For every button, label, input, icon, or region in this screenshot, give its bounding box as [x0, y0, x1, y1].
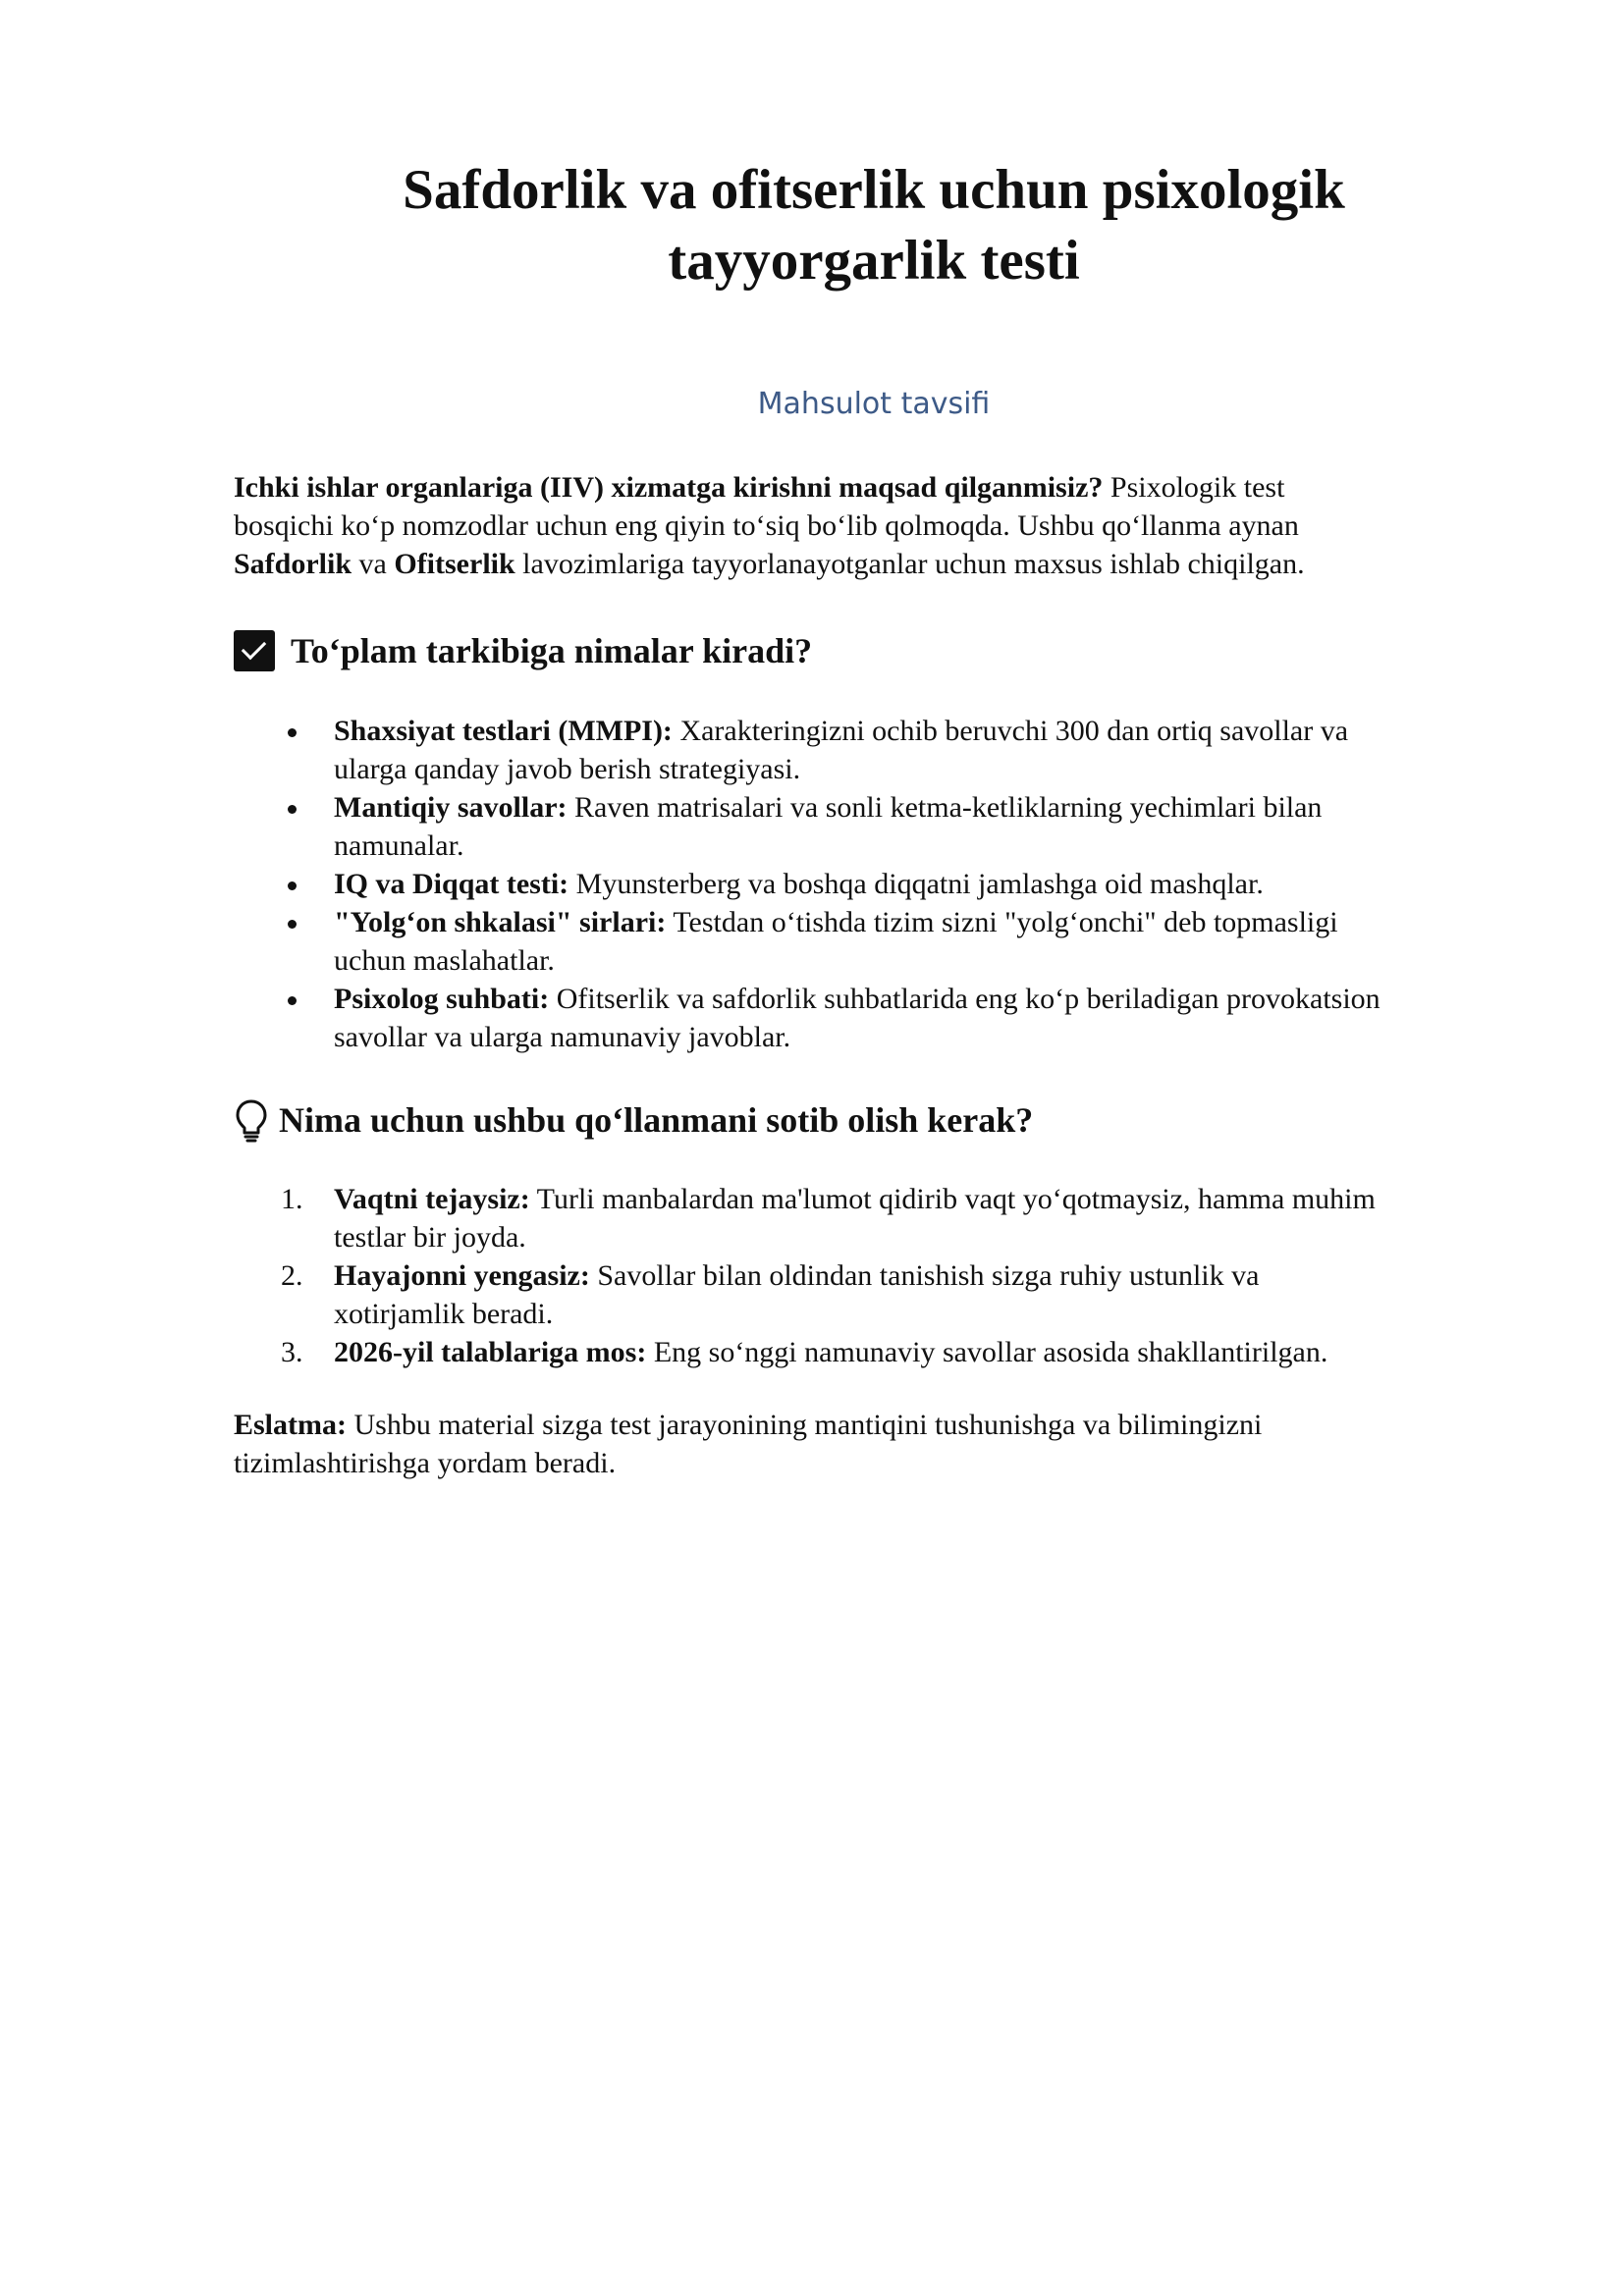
list-item-text: Turli manbalardan ma'lumot qidirib vaqt yoʻqotmaysiz, hamma muhim	[529, 1183, 1376, 1215]
list-item-text: Savollar bilan oldindan tanishish sizga ruhiy ustunlik va	[589, 1259, 1260, 1292]
list-item-label: IQ va Diqqat testi:	[334, 868, 569, 900]
list-item-line	[334, 980, 1530, 1018]
list-item-label: "Yolgʻon shkalasi" sirlari:	[334, 906, 667, 938]
list-item	[234, 1333, 1530, 1371]
list-item	[234, 1180, 1530, 1256]
note-line-1-text: Ushbu material sizga test jarayonining mantiqini tushunishga va bilimingizni	[347, 1409, 1263, 1441]
list-item-text: Raven matrisalari va sonli ketma-ketliklarning yechimlari bilan	[567, 791, 1323, 824]
list-item	[234, 980, 1530, 1056]
list-item-number: 3.	[281, 1336, 303, 1368]
list-item-text: savollar va ularga namunaviy javoblar.	[334, 1021, 791, 1053]
list-item	[234, 788, 1530, 865]
list-item-line	[334, 712, 1530, 750]
list-item-text: Eng soʻnggi namunaviy savollar asosida shakllantirilgan.	[646, 1336, 1328, 1368]
section-heading-why	[234, 1097, 1033, 1143]
list-item-text: testlar bir joyda.	[334, 1221, 526, 1254]
intro-line-1-rest: Psixologik test	[1103, 471, 1285, 504]
check-box-icon	[234, 630, 275, 671]
list-item-text: Testdan oʻtishda tizim sizni "yolgʻonchi" deb topmasligi	[666, 906, 1338, 938]
note-line-1	[234, 1406, 1510, 1444]
list-item-line	[334, 865, 1530, 903]
contents-list	[234, 712, 1530, 1056]
title-line-2: tayyorgarlik testi	[668, 230, 1080, 292]
list-item	[234, 903, 1530, 980]
list-item-text: Myunsterberg va boshqa diqqatni jamlashga oid mashqlar.	[568, 868, 1264, 900]
intro-line-1	[234, 468, 1510, 507]
note-paragraph	[234, 1406, 1510, 1482]
section-heading-contents	[234, 628, 812, 673]
list-item	[234, 712, 1530, 788]
document-title	[334, 155, 1414, 296]
list-item-text: Ofitserlik va safdorlik suhbatlarida eng koʻp beriladigan provokatsion	[549, 983, 1380, 1015]
lightbulb-icon	[234, 1097, 269, 1143]
list-item-label: Shaxsiyat testlari (MMPI):	[334, 715, 673, 747]
reasons-list	[234, 1180, 1530, 1371]
section-heading-why-text: Nima uchun ushbu qoʻllanmani sotib olish kerak?	[279, 1100, 1034, 1140]
list-item-text: xotirjamlik beradi.	[334, 1298, 554, 1330]
document-subtitle: Mahsulot tavsifi	[757, 387, 991, 421]
list-item-label: Hayajonni yengasiz:	[334, 1259, 590, 1292]
list-item-number: 1.	[281, 1183, 303, 1215]
list-item-label: 2026-yil talablariga mos:	[334, 1336, 647, 1368]
intro-lead-bold: Ichki ishlar organlariga (IIV) xizmatga kirishni maqsad qilganmisiz?	[234, 471, 1104, 504]
intro-line-3	[234, 545, 1510, 583]
list-item-line	[334, 1180, 1530, 1218]
list-item-text: uchun maslahatlar.	[334, 944, 555, 977]
list-item-line	[334, 1333, 1530, 1371]
title-line-1: Safdorlik va ofitserlik uchun psixologik	[403, 159, 1345, 221]
list-item-line	[334, 788, 1530, 827]
list-item-label: Vaqtni tejaysiz:	[334, 1183, 530, 1215]
intro-bold-safdorlik: Safdorlik	[234, 548, 352, 580]
list-item-label: Mantiqiy savollar:	[334, 791, 568, 824]
list-item-line	[334, 1256, 1530, 1295]
list-item-text: namunalar.	[334, 829, 464, 862]
list-item-text: ularga qanday javob berish strategiyasi.	[334, 753, 801, 785]
list-item	[234, 1256, 1530, 1333]
note-label: Eslatma:	[234, 1409, 347, 1441]
section-heading-contents-text: Toʻplam tarkibiga nimalar kiradi?	[291, 631, 813, 670]
list-item-line	[334, 903, 1530, 941]
intro-line-3-rest: lavozimlariga tayyorlanayotganlar uchun maxsus ishlab chiqilgan.	[514, 548, 1305, 580]
intro-bold-ofitserlik: Ofitserlik	[394, 548, 515, 580]
intro-text-va: va	[352, 548, 395, 580]
list-item-text: Xarakteringizni ochib beruvchi 300 dan ortiq savollar va	[672, 715, 1349, 747]
note-line-2: tizimlashtirishga yordam beradi.	[234, 1447, 617, 1479]
list-item-label: Psixolog suhbati:	[334, 983, 550, 1015]
intro-paragraph	[234, 468, 1510, 583]
intro-line-2: bosqichi koʻp nomzodlar uchun eng qiyin toʻsiq boʻlib qolmoqda. Ushbu qoʻllanma aynan	[234, 509, 1299, 542]
list-item-number: 2.	[281, 1259, 303, 1292]
list-item	[234, 865, 1530, 903]
